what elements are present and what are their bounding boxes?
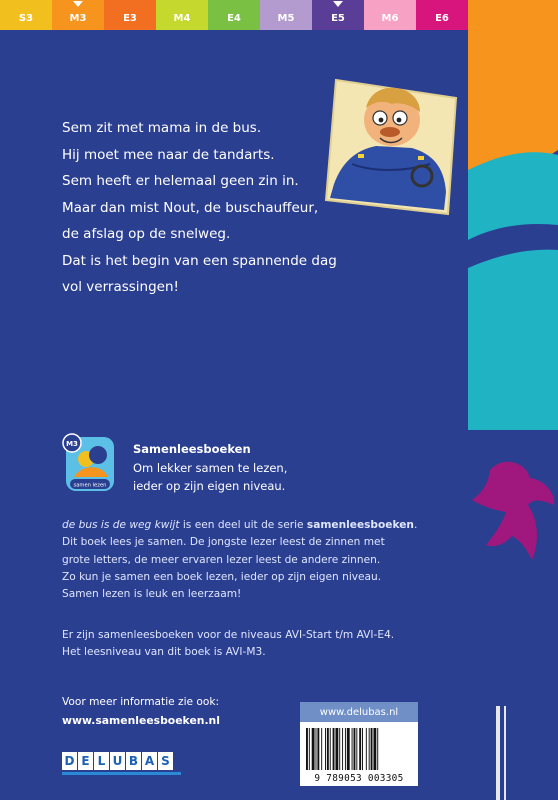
barcode-bar [369,728,370,770]
barcode-bar [377,728,378,770]
logo-letter: D [62,752,77,770]
logo-letter: B [126,752,141,770]
series-title: Samenleesboeken [133,442,251,456]
barcode-bar [342,728,343,770]
level-tab-m3 [52,0,104,30]
series-name: samenleesboeken [306,519,414,531]
story-line: de afslag op de snelweg. [62,226,231,242]
story-line: vol verrassingen! [62,279,179,295]
series-description [62,517,447,603]
level-label: M3 [69,12,87,24]
level-label: S3 [18,12,34,24]
level-label: E6 [435,12,449,24]
barcode-bar [316,728,317,770]
level-tab-s3 [0,0,52,30]
logo-letter: U [110,752,125,770]
bus-driver-illustration [322,72,460,222]
barcode-bar [333,728,335,770]
level-tab-e5 [312,0,364,30]
publisher-website[interactable]: www.delubas.nl [300,702,418,722]
description-line: Dit boek lees je samen. De jongste lezer leest de zinnen met [62,536,385,549]
barcode-bar [345,728,346,770]
story-line: Sem heeft er helemaal geen zin in. [62,173,299,189]
story-blurb [62,115,362,301]
barcode-bar [312,728,315,770]
isbn-digits: 9 789053 003305 [314,773,404,784]
side-shapes [468,0,558,800]
delubas-logo [62,752,173,770]
samen-lezen-badge-icon [62,433,117,493]
logo-letter: A [142,752,157,770]
logo-letter: S [158,752,173,770]
barcode-bar [330,728,331,770]
barcode-bar [366,728,367,770]
level-tab-e3 [104,0,156,30]
barcode-bar [306,728,308,770]
badge-caption: samen lezen [73,482,107,489]
series-website-link[interactable]: www.samenleesboeken.nl [62,714,220,727]
level-label: E5 [331,12,345,24]
barcode-bar [321,728,322,770]
story-line: Maar dan mist Nout, de buschauffeur, [62,199,319,216]
barcode-bars [300,722,418,774]
story-line: Sem zit met mama in de bus. [62,120,262,136]
story-line: Dat is het begin van een spannende dag [62,252,337,269]
logo-letter: L [94,752,109,770]
series-line-2: ieder op zijn eigen niveau. [133,479,286,493]
more-info-label: Voor meer informatie zie ook: [62,696,220,708]
barcode-bar [373,728,376,770]
level-tab-m5 [260,0,312,30]
barcode-bar [359,728,361,770]
book-title: de bus is de weg kwijt [62,519,180,531]
level-tab-e4 [208,0,260,30]
description-first-line [62,517,447,534]
badge-level: M3 [66,440,78,448]
level-strip [0,0,468,30]
description-line: Samen lezen is leuk en leerzaam! [62,588,242,601]
side-decoration [468,0,558,800]
barcode-bar [339,728,340,770]
barcode-bar [371,728,373,770]
avi-book-level-line: Het leesniveau van dit boek is AVI-M3. [62,646,266,659]
level-label: E4 [227,12,241,24]
barcode-bar [356,728,357,770]
barcode-bar [327,728,329,770]
barcode-bar [325,728,326,770]
barcode-bar [317,728,319,770]
description-lead-end: . [413,519,418,531]
level-label: M5 [277,12,295,24]
level-label: E3 [123,12,137,24]
barcode-bar [347,728,350,770]
description-line: Zo kun je samen een boek lezen, ieder op zijn eigen niveau. [62,570,382,583]
logo-underline [62,772,181,775]
barcode-bar [362,728,363,770]
barcode-bar [352,728,353,770]
level-tab-e6 [416,0,468,30]
description-line: grote letters, de meer ervaren lezer leest de andere zinnen. [62,553,381,566]
level-tab-m4 [156,0,208,30]
story-line: Hij moet mee naar de tandarts. [62,146,275,163]
avi-range-line: Er zijn samenleesboeken voor de niveaus AVI-Start t/m AVI-E4. [62,629,395,641]
level-tab-m6 [364,0,416,30]
level-label: M6 [381,12,399,24]
barcode-bar [354,728,356,770]
level-marker-icon [333,1,343,7]
level-label: M4 [173,12,191,24]
description-lead: is een deel uit de serie [179,519,307,531]
logo-letter: E [78,752,93,770]
barcode-bar [335,728,338,770]
level-marker-icon [73,1,83,7]
barcode-bar [309,728,310,770]
avi-levels-info [62,627,447,662]
series-line-1: Om lekker samen te lezen, [133,461,288,475]
